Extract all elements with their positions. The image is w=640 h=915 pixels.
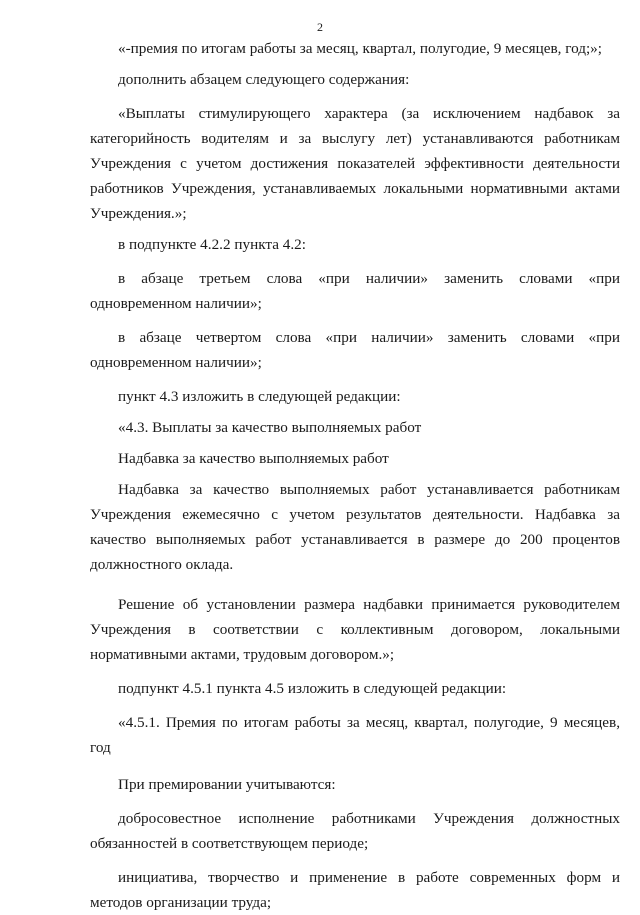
paragraph-9: Надбавка за качество выполняемых работ — [118, 450, 389, 467]
paragraph-12: подпункт 4.5.1 пункта 4.5 изложить в следующей редакции: — [118, 680, 507, 697]
paragraph-1: «-премия по итогам работы за месяц, квартал, полугодие, 9 месяцев, год;»; — [118, 40, 602, 57]
paragraph-16: инициатива, творчество и применение в работе современных форм и методов организации труда; — [90, 869, 620, 911]
paragraph-4: в подпункте 4.2.2 пункта 4.2: — [118, 236, 306, 253]
paragraph-13: «4.5.1. Премия по итогам работы за месяц, квартал, полугодие, 9 месяцев, год — [90, 714, 620, 756]
paragraph-11: Решение об установлении размера надбавки принимается руководителем Учреждения в соответствии с коллективным договором, локальными нормативными актами, трудовым договором.»; — [90, 596, 620, 663]
paragraph-6: в абзаце четвертом слова «при наличии» заменить словами «при одновременном наличии»; — [90, 329, 620, 371]
page-number: 2 — [317, 20, 323, 34]
paragraph-14: При премировании учитываются: — [118, 776, 336, 793]
paragraph-8: «4.3. Выплаты за качество выполняемых работ — [118, 419, 422, 436]
paragraph-2: дополнить абзацем следующего содержания: — [118, 71, 410, 88]
paragraph-5: в абзаце третьем слова «при наличии» заменить словами «при одновременном наличии»; — [90, 270, 620, 312]
paragraph-7: пункт 4.3 изложить в следующей редакции: — [118, 388, 401, 405]
paragraph-10: Надбавка за качество выполняемых работ устанавливается работникам Учреждения ежемесячно с учетом результатов деятельности. Надбавка за качество выполняемых работ устанавливается в размере до 200 процентов должностного оклада. — [90, 481, 620, 573]
paragraph-15: добросовестное исполнение работниками Учреждения должностных обязанностей в соответствующем периоде; — [90, 810, 620, 852]
paragraph-3: «Выплаты стимулирующего характера (за исключением надбавок за категорийность водителям и за выслугу лет) устанавливаются работникам Учреждения с учетом достижения показателей эффективности деятельности работников Учреждения, устанавливаемых локальными нормативными актами Учреждения.»; — [90, 105, 620, 222]
document-body — [90, 36, 620, 915]
